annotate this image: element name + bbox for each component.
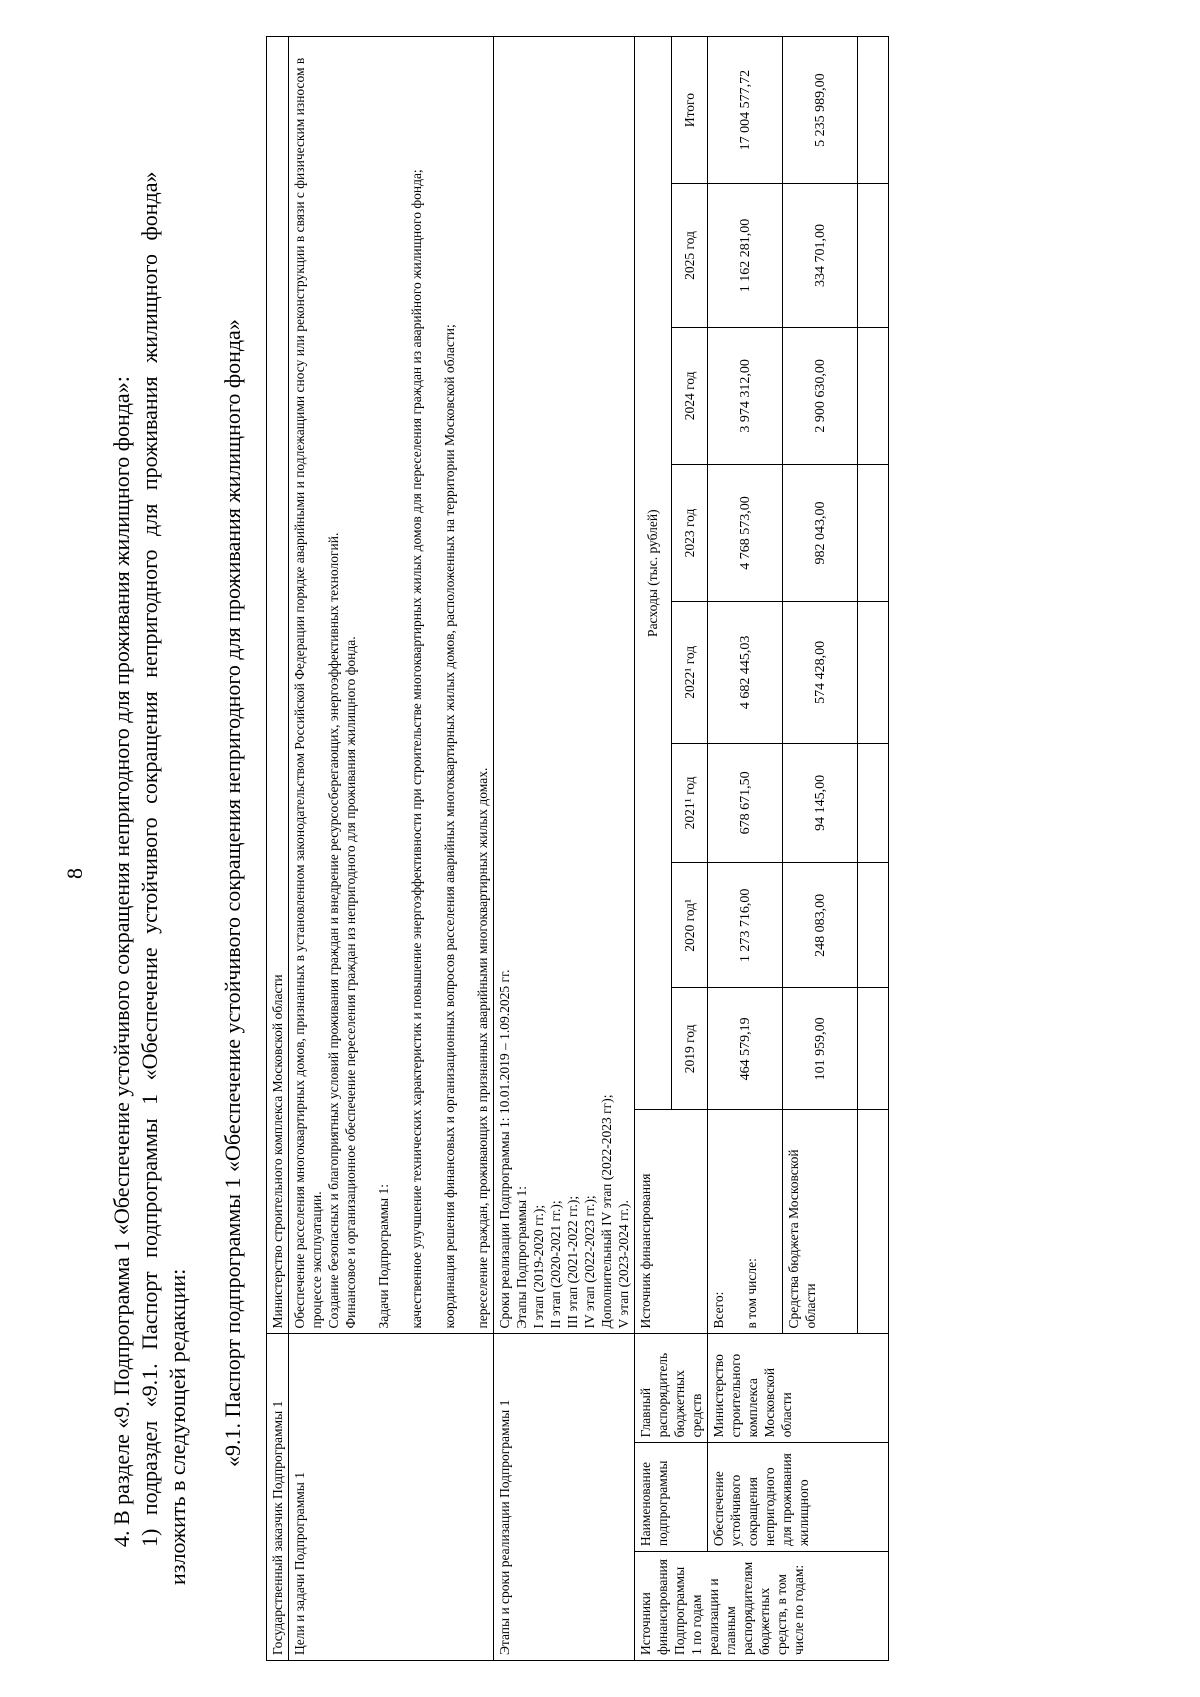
stages-row	[494, 37, 635, 1661]
budget-manager: Министерство строительного комплекса Московской области	[708, 1334, 889, 1443]
goals-value	[289, 37, 494, 1335]
region-value: 334 701,00	[783, 184, 858, 328]
empty-cell	[858, 863, 889, 988]
empty-cell	[858, 464, 889, 601]
goal-2: Создание безопасных и благоприятных условий проживания граждан и внедрение ресурсосберегающих, энергоэффективных технологий.	[326, 532, 341, 1329]
region-value: 982 043,00	[783, 464, 858, 601]
total-label: Всего:	[711, 1291, 726, 1329]
grand-total-value: 17 004 577,72	[708, 37, 783, 184]
finance-label: Источники финансирования Подпрограммы 1 по годам реализации и главным распорядителям бюджетных средств, в том числе по годам:	[635, 1552, 889, 1661]
empty-cell	[858, 184, 889, 328]
customer-label: Государственный заказчик Подпрограммы 1	[267, 1334, 289, 1661]
year-header: 2022¹ год	[671, 602, 708, 743]
year-header: 2020 год¹	[671, 863, 708, 988]
stages-value	[494, 37, 635, 1335]
region-total-value: 5 235 989,00	[783, 37, 858, 184]
total-value: 678 671,50	[708, 743, 783, 863]
empty-cell	[858, 743, 889, 863]
goals-row	[289, 37, 494, 1661]
including-label: в том числе:	[744, 1258, 759, 1329]
customer-row	[267, 37, 289, 1661]
intro-text	[108, 85, 192, 1585]
task-2: координация решения финансовых и организационных вопросов расселения аварийных многоквартирных жилых домов, расположенных на территории Московской области;	[442, 324, 457, 1329]
customer-value: Министерство строительного комплекса Московской области	[267, 37, 289, 1335]
total-value: 4 682 445,03	[708, 602, 783, 743]
intro-line-2: 1) подраздел «9.1. Паспорт подпрограммы 1 «Обеспечение устойчивого сокращения непригодного для проживания жилищного фонда»	[137, 171, 162, 1547]
intro-line-3: изложить в следующей редакции:	[165, 1268, 190, 1585]
tasks-header: Задачи Подпрограммы 1:	[376, 1184, 391, 1329]
stages-line: V этап (2023-2024 гг.).	[616, 1200, 631, 1329]
region-value: 574 428,00	[783, 602, 858, 743]
program-name: Обеспечение устойчивого сокращения непригодного для проживания жилищного	[708, 1443, 889, 1552]
page-number: 8	[62, 868, 87, 879]
task-1: качественное улучшение технических характеристик и повышение энергоэффективности при строительстве многоквартирных жилых домов для переселения граждан из аварийного жилищного фонда;	[409, 169, 424, 1329]
empty-cell	[858, 988, 889, 1110]
total-header: Итого	[671, 37, 708, 184]
total-value: 3 974 312,00	[708, 327, 783, 464]
total-value: 1 162 281,00	[708, 184, 783, 328]
region-value: 94 145,00	[783, 743, 858, 863]
stages-line: Этапы Подпрограммы 1:	[514, 1186, 529, 1329]
col-manager-header: Главный распорядитель бюджетных средств	[635, 1334, 708, 1443]
year-header: 2019 год	[671, 988, 708, 1110]
total-label-cell	[708, 1110, 783, 1334]
stages-line: III этап (2021-2022 гг.);	[565, 1195, 580, 1329]
empty-cell	[858, 327, 889, 464]
passport-table	[266, 36, 889, 1661]
stages-label: Этапы и сроки реализации Подпрограммы 1	[494, 1334, 635, 1661]
year-header: 2024 год	[671, 327, 708, 464]
stages-line: IV этап (2022-2023 гг.);	[582, 1195, 597, 1329]
total-row	[708, 37, 783, 1661]
total-value: 1 273 716,00	[708, 863, 783, 988]
goal-1: Обеспечение расселения многоквартирных домов, признанных в установленном законодательством Российской Федерации порядке аварийными и подлежащими сносу или реконструкции в связи с физическим износом в процессе эксплуатации.	[292, 57, 324, 1329]
expenses-header: Расходы (тыс. рублей)	[635, 37, 672, 1110]
goal-3: Финансовое и организационное обеспечение переселения граждан из непригодного для проживания жилищного фонда.	[343, 636, 358, 1329]
passport-title: «9.1. Паспорт подпрограммы 1 «Обеспечение устойчивого сокращения непригодного для проживания жилищного фонда»	[220, 319, 245, 1467]
region-value: 248 083,00	[783, 863, 858, 988]
empty-cell	[858, 1110, 889, 1334]
finance-header-row	[635, 37, 672, 1661]
year-header: 2025 год	[671, 184, 708, 328]
col-source-header: Источник финансирования	[635, 1110, 708, 1334]
total-value: 464 579,19	[708, 988, 783, 1110]
stages-line: I этап (2019-2020 гг.);	[531, 1204, 546, 1329]
stages-line: Дополнительный IV этап (2022-2023 гг);	[599, 1094, 614, 1329]
task-3: переселение граждан, проживающих в признанных аварийными многоквартирных жилых домах.	[475, 767, 490, 1329]
empty-cell	[858, 602, 889, 743]
year-header: 2023 год	[671, 464, 708, 601]
intro-line-1: 4. В разделе «9. Подпрограмма 1 «Обеспечение устойчивого сокращения непригодного для проживания жилищного фонда»:	[109, 376, 134, 1547]
stages-line: Сроки реализации Подпрограммы 1: 10.01.2019 – 1.09.2025 гг.	[497, 969, 512, 1329]
region-value: 2 900 630,00	[783, 327, 858, 464]
region-label: Средства бюджета Московской области	[783, 1110, 858, 1334]
year-header: 2021¹ год	[671, 743, 708, 863]
stages-line: II этап (2020-2021 гг.);	[548, 1200, 563, 1329]
col-name-header: Наименование подпрограммы	[635, 1443, 708, 1552]
goals-label: Цели и задачи Подпрограммы 1	[289, 1334, 494, 1661]
region-value: 101 959,00	[783, 988, 858, 1110]
empty-cell	[858, 37, 889, 184]
total-value: 4 768 573,00	[708, 464, 783, 601]
